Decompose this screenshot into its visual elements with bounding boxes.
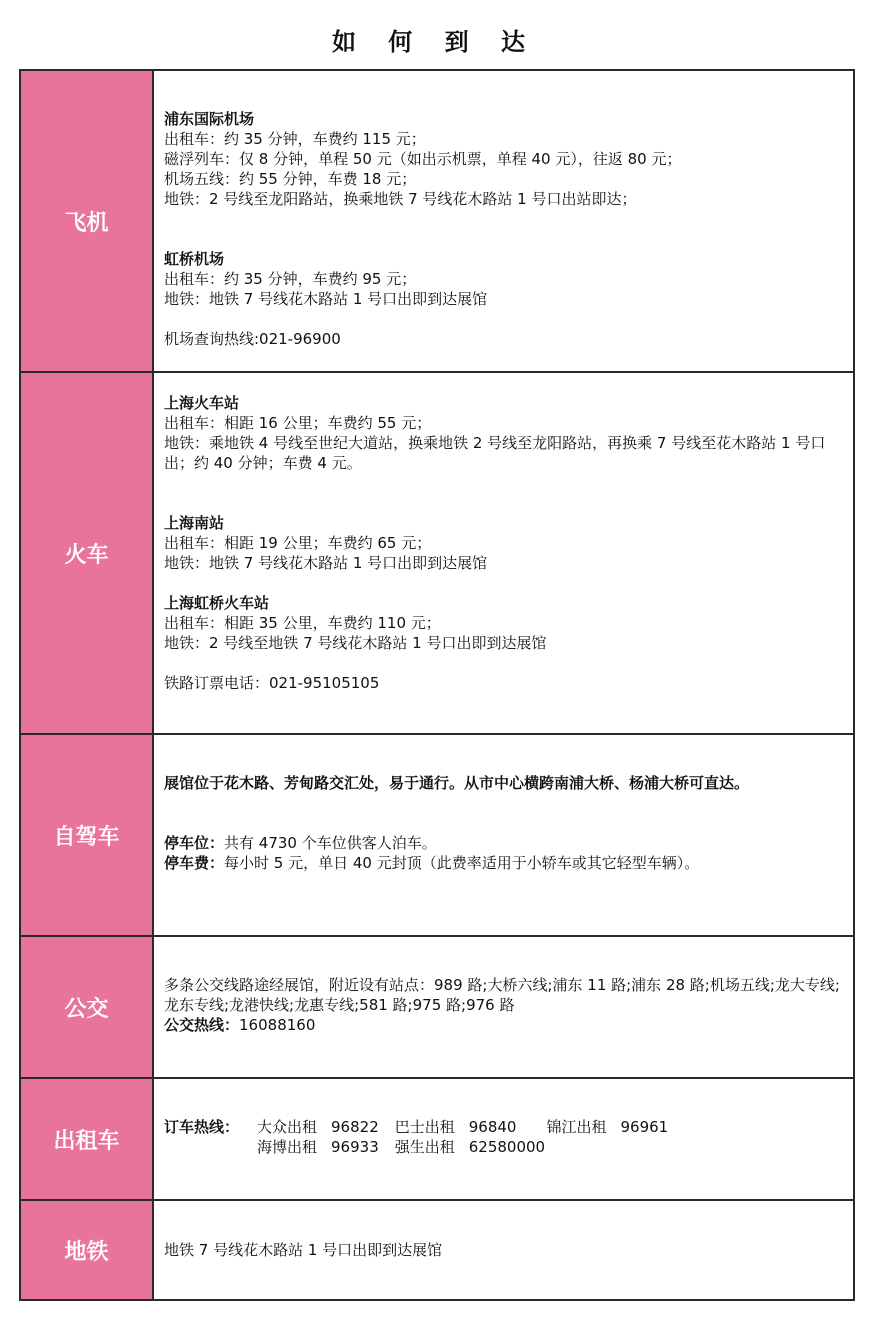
- taxi-row-1: [164, 1117, 847, 1137]
- row-bus: [20, 936, 854, 1078]
- taxi-company-name: 大众出租: [257, 1118, 318, 1136]
- hongqiao-metro: 地铁：地铁 7 号线花木路站 1 号口出即到达展馆: [164, 290, 488, 308]
- taxi-company-name: 海博出租: [257, 1138, 318, 1156]
- category-drive: 自驾车: [20, 734, 153, 936]
- taxi-company: [395, 1137, 545, 1157]
- sh-south-taxi: 出租车：相距 19 公里；车费约 65 元；: [164, 534, 432, 552]
- taxi-company: [257, 1117, 379, 1137]
- sh-station-metro: 地铁：乘地铁 4 号线至世纪大道站，换乘地铁 2 号线至龙阳路站，再换乘 7 号线至花木路站 1 号口出；约 40 分钟；车费 4 元。: [164, 434, 826, 472]
- pudong-title: 浦东国际机场: [164, 110, 255, 128]
- sh-station-title: 上海火车站: [164, 394, 240, 412]
- fee-line: [164, 853, 847, 873]
- transport-guide-table: [19, 69, 855, 1301]
- hongqiao-taxi: 出租车：约 35 分钟，车费约 95 元；: [164, 270, 417, 288]
- bus-hotline-label: 公交热线：: [164, 1016, 240, 1034]
- pudong-maglev: 磁浮列车：仅 8 分钟，单程 50 元（如出示机票，单程 40 元），往返 80 元；: [164, 150, 682, 168]
- railway-hotline: 铁路订票电话：021-95105105: [164, 674, 380, 692]
- pudong-metro: 地铁：2 号线至龙阳路站，换乘地铁 7 号线花木路站 1 号口出站即达；: [164, 190, 637, 208]
- sh-hongqiao-taxi: 出租车：相距 35 公里，车费约 110 元；: [164, 614, 441, 632]
- taxi-company-phone: 62580000: [468, 1138, 546, 1156]
- row-plane: [20, 70, 854, 372]
- bus-hotline-value: 16088160: [239, 1016, 316, 1034]
- category-metro: 地铁: [20, 1200, 153, 1300]
- sh-hongqiao-title: 上海虹桥火车站: [164, 594, 270, 612]
- taxi-company-phone: 96840: [468, 1118, 517, 1136]
- airport-hotline: 机场查询热线:021-96900: [164, 330, 341, 348]
- taxi-company: [546, 1117, 668, 1137]
- sh-south-metro: 地铁：地铁 7 号线花木路站 1 号口出即到达展馆: [164, 554, 488, 572]
- taxi-company-name: 强生出租: [394, 1138, 455, 1156]
- metro-text: 地铁 7 号线花木路站 1 号口出即到达展馆: [164, 1241, 443, 1259]
- info-train: [153, 372, 854, 734]
- taxi-company-name: 巴士出租: [394, 1118, 455, 1136]
- sh-south-title: 上海南站: [164, 514, 225, 532]
- pudong-bus: 机场五线：约 55 分钟，车费 18 元；: [164, 170, 417, 188]
- info-bus: [153, 936, 854, 1078]
- row-taxi: [20, 1078, 854, 1200]
- taxi-hotline-label: 订车热线：: [164, 1118, 240, 1136]
- category-train: 火车: [20, 372, 153, 734]
- taxi-company-phone: 96961: [620, 1118, 669, 1136]
- taxi-company-phone: 96933: [331, 1138, 379, 1156]
- row-train: [20, 372, 854, 734]
- category-plane: 飞机: [20, 70, 153, 372]
- info-taxi: [153, 1078, 854, 1200]
- page-title: 如 何 到 达: [331, 28, 538, 56]
- parking-line: [164, 833, 847, 853]
- info-plane: [153, 70, 854, 372]
- sh-hongqiao-metro: 地铁：2 号线至地铁 7 号线花木路站 1 号口出即到达展馆: [164, 634, 547, 652]
- pudong-taxi: 出租车：约 35 分钟，车费约 115 元；: [164, 130, 426, 148]
- bus-routes: 多条公交线路途经展馆，附近设有站点：989 路;大桥六线;浦东 11 路;浦东 28 路;机场五线;龙大专线;龙东专线;龙港快线;龙惠专线;581 路;975 路;976 路: [164, 976, 840, 1014]
- row-metro: [20, 1200, 854, 1300]
- taxi-row-2: [164, 1137, 847, 1157]
- fee-label: 停车费：: [164, 854, 225, 872]
- category-taxi: 出租车: [20, 1078, 153, 1200]
- bus-hotline: [164, 1015, 847, 1035]
- drive-intro: 展馆位于花木路、芳甸路交汇处，易于通行。从市中心横跨南浦大桥、杨浦大桥可直达。: [164, 774, 750, 792]
- taxi-company-name: 锦江出租: [546, 1118, 607, 1136]
- parking-label: 停车位：: [164, 834, 225, 852]
- info-metro: [153, 1200, 854, 1300]
- sh-station-taxi: 出租车：相距 16 公里；车费约 55 元；: [164, 414, 432, 432]
- taxi-company: [257, 1137, 379, 1157]
- category-bus: 公交: [20, 936, 153, 1078]
- parking-text: 共有 4730 个车位供客人泊车。: [224, 834, 437, 852]
- row-drive: [20, 734, 854, 936]
- taxi-company: [395, 1117, 517, 1137]
- fee-text: 每小时 5 元，单日 40 元封顶（此费率适用于小轿车或其它轻型车辆）。: [224, 854, 700, 872]
- hongqiao-title: 虹桥机场: [164, 250, 225, 268]
- taxi-company-phone: 96822: [331, 1118, 379, 1136]
- info-drive: [153, 734, 854, 936]
